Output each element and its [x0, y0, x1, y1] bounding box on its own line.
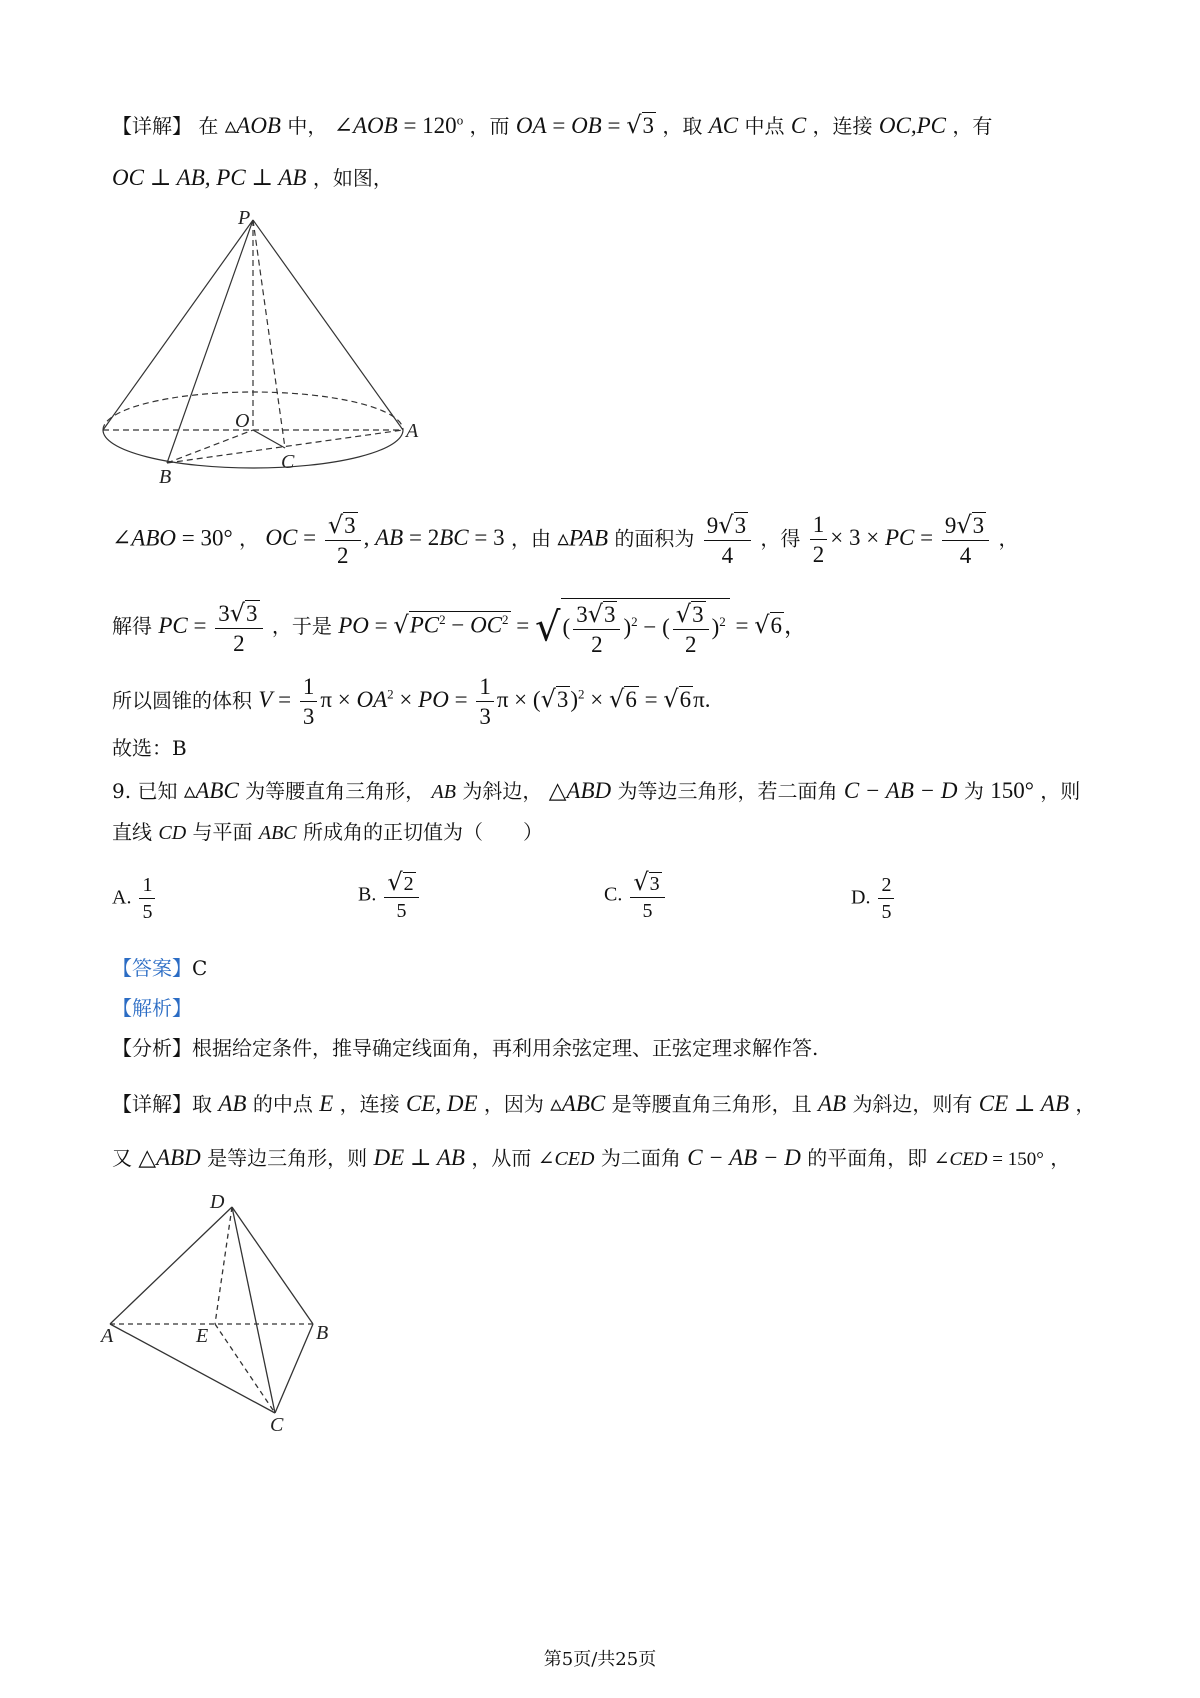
text: 的平面角，即 [807, 1146, 928, 1170]
text: ， [1050, 1146, 1071, 1170]
math: PO = $√PC^2 - OC^2$ = √( $\frac{3√3}{2}$ )$^2$ − ( $\frac{√3}{2}$ )$^2$ = √6， [338, 600, 808, 658]
text: ， [1075, 1092, 1096, 1116]
math: AC [708, 113, 739, 138]
math: C − AB − D [843, 778, 958, 803]
math: $\frac{9√3}{4}$ [701, 525, 754, 550]
text: 为斜边，则有 [852, 1092, 973, 1116]
page-footer: 第5页/共25页 [543, 1649, 657, 1670]
math: ▵ABC [183, 778, 239, 803]
detail-line-1 [112, 112, 992, 137]
text: ，于是 [271, 613, 332, 638]
calc-line-3 [112, 675, 710, 729]
label-o: O [235, 410, 250, 432]
answer-tag: 【答案】 [112, 956, 192, 980]
text: 在 [198, 114, 219, 138]
option-label: A. [112, 886, 132, 909]
text: ，如图， [312, 166, 393, 190]
text: 是等边三角形，则 [207, 1146, 368, 1170]
text: 为斜边， [462, 779, 543, 803]
answer-prev: 故选：B [112, 736, 187, 760]
label-e: E [196, 1325, 209, 1347]
math: AB [218, 1091, 247, 1116]
q9-line-1 [112, 779, 1080, 802]
text: 所成角的正切值为（ ） [303, 820, 544, 844]
option-label: C. [604, 883, 623, 906]
math: $\frac{1}{2}$ × 3 × PC = $\frac{9√3}{4}$ [807, 525, 992, 550]
math: 150° [990, 778, 1034, 803]
label-a: A [406, 420, 419, 442]
calc-line-1 [112, 512, 1019, 568]
math: CE ⊥ AB [978, 1091, 1069, 1116]
label-a: A [101, 1325, 114, 1347]
text: 解得 [112, 613, 152, 638]
text: 为 [963, 779, 984, 803]
label-b: B [159, 466, 172, 488]
text: ，从而 [471, 1146, 532, 1170]
option-c: C. $\frac{√3}{5}$ [604, 870, 668, 922]
label-c: C [281, 451, 295, 473]
detail2-line-2 [112, 1146, 1070, 1169]
text: 的面积为 [614, 526, 695, 551]
detail-line-2 [112, 166, 393, 189]
math: ▵AOB [224, 113, 281, 138]
text: 已知 [137, 779, 178, 803]
label-p: P [238, 207, 251, 229]
math: OC = $\frac{√3}{2}$ , AB = 2BC = 3 [265, 511, 505, 569]
text: 中， [287, 114, 328, 138]
text: 取 [192, 1092, 212, 1116]
text: ，则 [1040, 779, 1081, 803]
fenxi-line: 【分析】根据给定条件，推导确定线面角，再利用余弦定理、正弦定理求解作答. [112, 1036, 819, 1060]
text: ， [239, 526, 260, 551]
math: PC = $\frac{3√3}{2}$ [158, 613, 265, 638]
detail-tag: 【详解】 [112, 1092, 192, 1116]
detail2-line-1 [112, 1092, 1095, 1115]
text: 中点 [744, 114, 785, 138]
math: OA = OB = √3 [515, 111, 655, 139]
math: ∠ABO = 30° [112, 525, 233, 551]
option-label: B. [358, 883, 377, 906]
cone-figure [95, 205, 435, 490]
math: E [319, 1091, 334, 1116]
math: CE, DE [405, 1091, 478, 1116]
label-d: D [210, 1191, 225, 1213]
math: ∠CED = 150° [933, 1149, 1044, 1170]
jiexi-tag: 【解析】 [112, 996, 192, 1020]
math: OC,PC [878, 113, 946, 138]
math: DE ⊥ AB [373, 1145, 465, 1170]
text: 又 [112, 1146, 132, 1170]
q9-line-2 [112, 822, 543, 843]
math: ∠AOB = $120^o$ [333, 112, 464, 138]
text: ，连接 [339, 1092, 400, 1116]
option-d: D. $\frac{2}{5}$ [851, 875, 897, 923]
math: △ABD [138, 1145, 201, 1170]
text: ，取 [662, 114, 703, 138]
text: 为等腰直角三角形， [245, 779, 426, 803]
math: ∠CED [537, 1148, 595, 1170]
text: ，连接 [812, 114, 873, 138]
math: △ABD [548, 778, 612, 803]
answer-line [112, 958, 207, 978]
math: OC ⊥ AB, PC ⊥ AB [112, 165, 307, 190]
math: ▵ABC [550, 1091, 606, 1116]
option-a: A. $\frac{1}{5}$ [112, 875, 158, 923]
text: 所以圆锥的体积 [112, 688, 252, 713]
answer-value: C [192, 956, 208, 980]
label-c: C [270, 1414, 284, 1435]
tetrahedron-figure [100, 1185, 360, 1435]
math: CD [158, 822, 187, 844]
text: ，而 [469, 114, 510, 138]
math: ▵PAB [557, 525, 609, 551]
text: ，由 [510, 526, 551, 551]
text: 是等腰直角三角形，且 [611, 1092, 812, 1116]
text: ， [998, 526, 1019, 551]
option-b: B. $\frac{√2}{5}$ [358, 870, 422, 922]
text: 与平面 [192, 820, 253, 844]
text: ，得 [760, 526, 801, 551]
text: ，有 [952, 114, 993, 138]
option-label: D. [851, 886, 871, 909]
math: C − AB − D [687, 1145, 801, 1170]
text: 为等边三角形，若二面角 [617, 779, 838, 803]
question-number: 9. [112, 779, 132, 803]
math: V = $\frac{1}{3}$ $\pi \times OA^2$ × PO = $\frac{1}{3}$ $\pi \times (√3)^2 \times √6 = √6\pi$. [258, 674, 711, 730]
math: AB [817, 1091, 847, 1116]
detail-tag: 【详解】 [112, 114, 192, 138]
math: AB [431, 781, 456, 803]
math: ABC [258, 822, 297, 844]
calc-line-2 [112, 598, 807, 657]
math: C [790, 113, 807, 138]
text: 为二面角 [600, 1146, 681, 1170]
text: 直线 [112, 820, 152, 844]
text: ，因为 [483, 1092, 544, 1116]
text: 的中点 [252, 1092, 313, 1116]
label-b: B [316, 1322, 329, 1344]
